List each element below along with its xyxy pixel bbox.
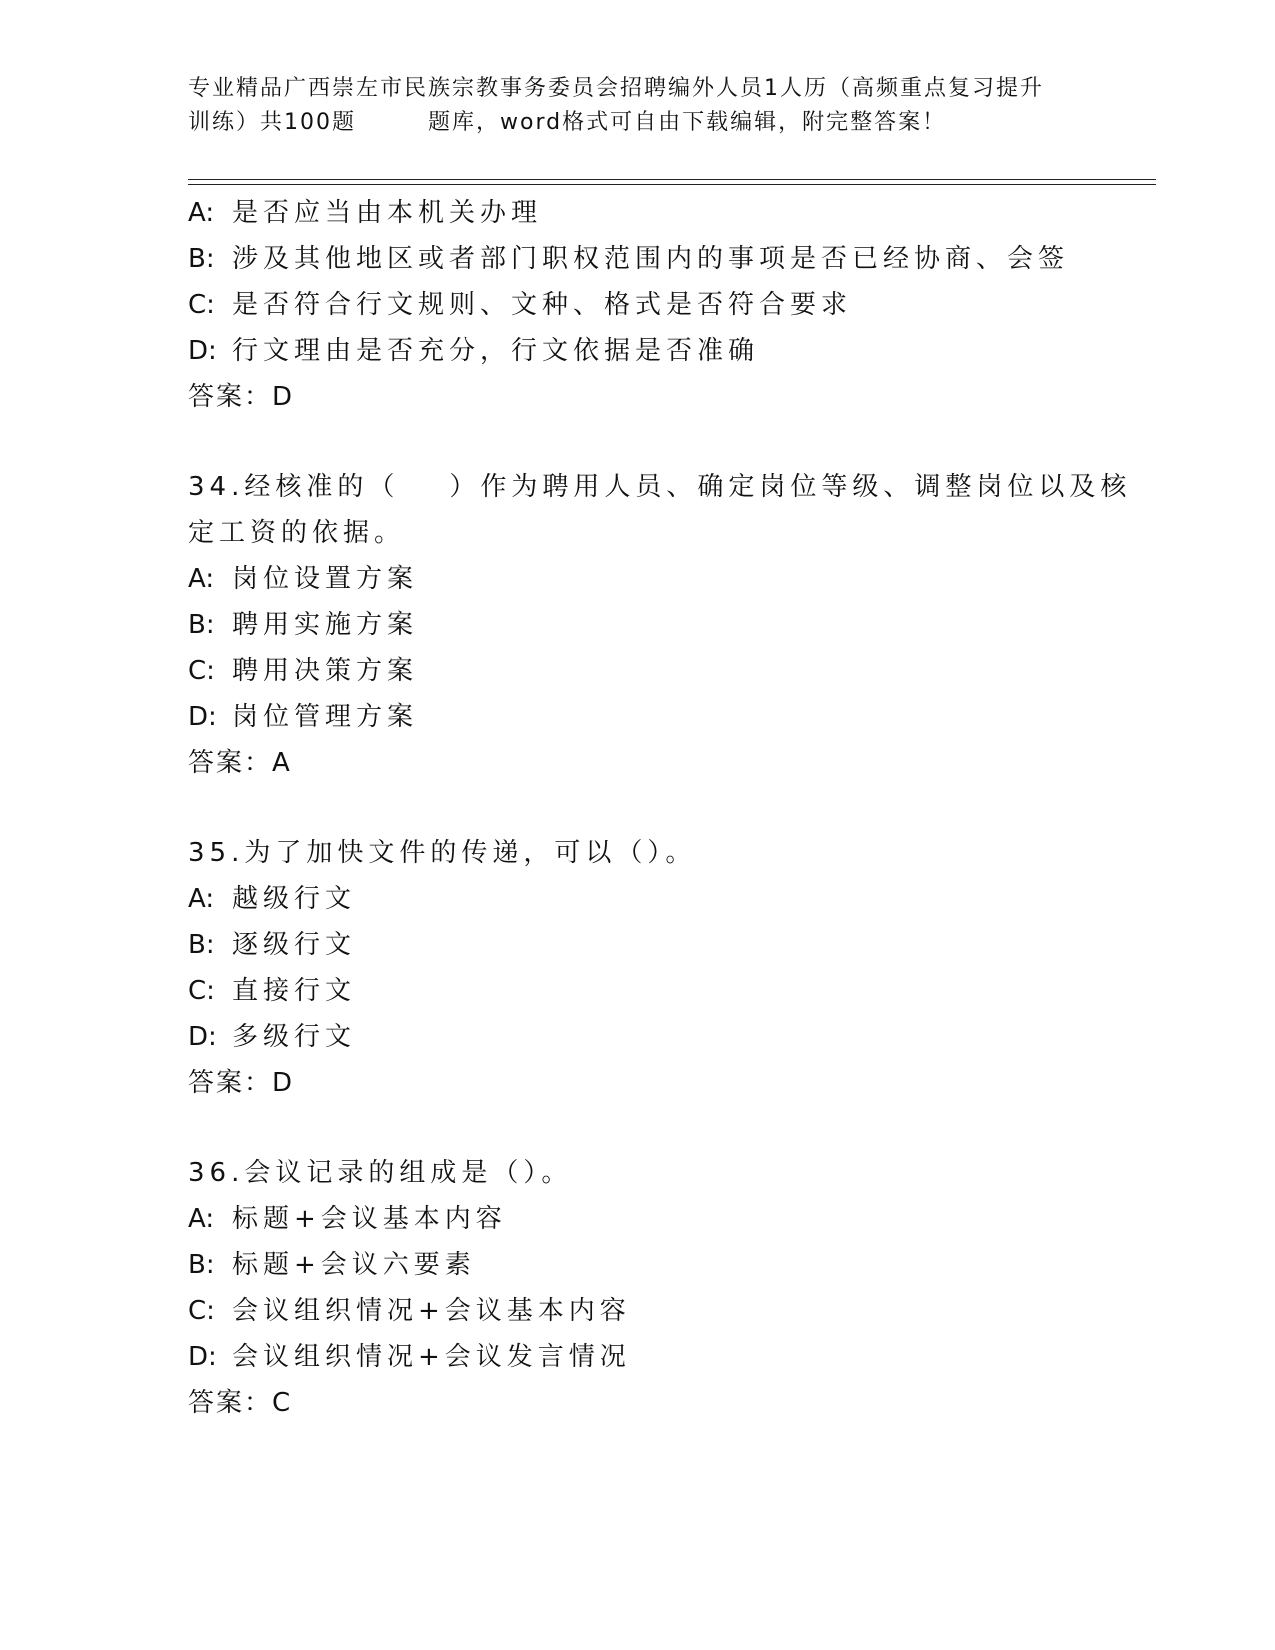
question-35 xyxy=(188,830,1156,1106)
option-a: A: 岗位设置方案 xyxy=(188,564,419,594)
option-d: D: 岗位管理方案 xyxy=(188,702,419,732)
option-a: A: 是否应当由本机关办理 xyxy=(188,198,543,228)
header-line-2 xyxy=(188,106,1088,140)
option-b: B: 标题+会议六要素 xyxy=(188,1250,476,1280)
option-d: D: 会议组织情况+会议发言情况 xyxy=(188,1342,631,1372)
option-b: B: 逐级行文 xyxy=(188,930,357,960)
header-divider-top xyxy=(188,179,1156,180)
option-c: C: 聘用决策方案 xyxy=(188,656,419,686)
question-36 xyxy=(188,1150,1156,1426)
option-d: D: 行文理由是否充分，行文依据是否准确 xyxy=(188,336,760,366)
question-list xyxy=(188,190,1156,1426)
document-header xyxy=(188,72,1088,140)
header-divider-bottom xyxy=(188,184,1156,185)
header-line-1: 专业精品广西崇左市民族宗教事务委员会招聘编外人员1人历（高频重点复习提升 xyxy=(188,76,1044,101)
question-34 xyxy=(188,464,1156,786)
option-c: C: 直接行文 xyxy=(188,976,357,1006)
option-c: C: 是否符合行文规则、文种、格式是否符合要求 xyxy=(188,290,853,320)
answer-line: 答案：A xyxy=(188,748,292,778)
option-b: B: 聘用实施方案 xyxy=(188,610,419,640)
answer-line: 答案：D xyxy=(188,382,295,412)
question-stem-continued: 定工资的依据。 xyxy=(188,518,406,548)
question-stem: 34.经核准的（ ）作为聘用人员、确定岗位等级、调整岗位以及核 xyxy=(188,472,1132,502)
header-line-2a: 训练）共100题 xyxy=(188,110,356,135)
option-a: A: 标题+会议基本内容 xyxy=(188,1204,507,1234)
question-33-continuation xyxy=(188,190,1156,420)
option-b: B: 涉及其他地区或者部门职权范围内的事项是否已经协商、会签 xyxy=(188,244,1070,274)
option-d: D: 多级行文 xyxy=(188,1022,357,1052)
question-stem: 35.为了加快文件的传递，可以（）。 xyxy=(188,838,697,868)
answer-line: 答案：D xyxy=(188,1068,295,1098)
option-c: C: 会议组织情况+会议基本内容 xyxy=(188,1296,631,1326)
header-line-2b: 题库，word格式可自由下载编辑，附完整答案！ xyxy=(428,110,947,135)
option-a: A: 越级行文 xyxy=(188,884,357,914)
answer-line: 答案：C xyxy=(188,1388,293,1418)
question-stem: 36.会议记录的组成是（）。 xyxy=(188,1158,573,1188)
